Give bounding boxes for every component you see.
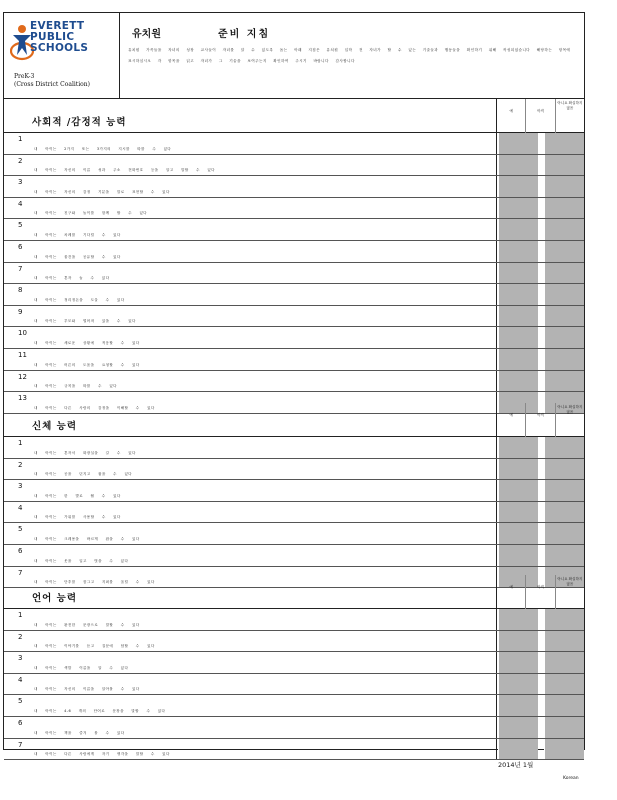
item-number: 7 [18,568,23,577]
column-divider [496,284,497,305]
list-item [4,695,584,717]
list-item [4,263,584,285]
answer-box-yes[interactable] [498,133,538,154]
item-text: 내 아이는 자신의 이름을 알아볼 수 있다 [34,687,140,692]
answer-box-not-yet[interactable] [544,545,584,566]
answer-box-yes[interactable] [498,652,538,673]
column-header: 예 [497,403,526,437]
item-number: 1 [18,611,23,619]
column-divider [496,739,497,760]
answer-box-yes[interactable] [498,349,538,370]
answer-box-not-yet[interactable] [544,695,584,716]
section-2 [4,403,584,588]
item-number: 5 [18,525,23,534]
answer-box-yes[interactable] [498,176,538,197]
answer-box-not-yet[interactable] [544,155,584,176]
item-text: 내 아이는 차례를 기다릴 수 있다 [34,232,121,237]
column-divider [496,480,497,501]
item-text: 내 아이는 자신의 이름 성과 주소 전화번호 등을 알고 말할 수 있다 [34,168,215,173]
item-text: 내 아이는 친구와 놀이를 함께 할 수 있다 [34,211,148,216]
list-item [4,198,584,220]
column-divider [496,176,497,197]
column-header: 예 [497,99,526,133]
column-divider [496,306,497,327]
item-number: 7 [18,264,23,273]
logo-word-2: PUBLIC [30,31,75,43]
column-header: 아직 [526,575,555,609]
list-item [4,480,584,502]
answer-box-yes[interactable] [498,545,538,566]
item-rows [4,133,584,414]
answer-box-yes[interactable] [498,198,538,219]
item-number: 8 [18,286,23,295]
answer-box-not-yet[interactable] [544,327,584,348]
answer-box-not-yet[interactable] [544,284,584,305]
answer-box-not-yet[interactable] [544,263,584,284]
list-item [4,502,584,524]
item-number: 3 [18,178,23,187]
column-header: 아직 [526,99,555,133]
list-item [4,306,584,328]
answer-column-headers [496,99,584,133]
prek-label [14,73,90,89]
item-number: 4 [18,199,23,208]
section-header [4,99,584,133]
column-divider [496,459,497,480]
list-item [4,545,584,567]
item-rows [4,609,584,760]
column-header: 아직 [526,403,555,437]
answer-box-yes[interactable] [498,523,538,544]
item-number: 9 [18,307,23,316]
list-item [4,176,584,198]
list-item [4,371,584,393]
column-divider [496,327,497,348]
answer-box-not-yet[interactable] [544,652,584,673]
item-number: 4 [18,675,23,684]
column-divider [496,717,497,738]
item-number: 2 [18,156,23,165]
column-divider [496,241,497,262]
item-number: 1 [18,135,23,143]
section-title: 언어 능력 [32,593,78,604]
item-text: 내 아이는 물건을 공유할 수 있다 [34,254,121,259]
item-text: 내 아이는 한 발로 뛸 수 있다 [34,493,121,498]
list-item [4,717,584,739]
item-number: 10 [18,329,27,338]
answer-box-yes[interactable] [498,674,538,695]
page-subtitle: 준비 지침 [218,29,271,40]
answer-box-not-yet[interactable] [544,523,584,544]
column-header: 아니요 확실하지 않음 [557,405,583,414]
answer-box-not-yet[interactable] [544,306,584,327]
page-title: 유치원 [132,29,161,40]
column-divider [496,674,497,695]
answer-box-yes[interactable] [498,459,538,480]
item-text: 내 아이는 가위를 사용할 수 있다 [34,515,121,520]
item-text: 내 아이는 2가지 또는 3가지의 지시를 따를 수 있다 [34,146,172,151]
answer-box-yes[interactable] [498,437,538,458]
answer-box-yes[interactable] [498,371,538,392]
column-divider [496,652,497,673]
item-text: 내 아이는 크레용을 바르게 잡을 수 있다 [34,536,140,541]
list-item [4,133,584,155]
list-item [4,459,584,481]
column-divider [496,198,497,219]
column-header: 아니요 확실하지 않음 [557,101,583,110]
item-number: 5 [18,221,23,230]
answer-box-not-yet[interactable] [544,241,584,262]
item-text: 내 아이는 혼자서 화장실을 갈 수 있다 [34,450,136,455]
column-divider [496,631,497,652]
item-number: 6 [18,242,23,251]
form-header [4,13,584,99]
answer-box-not-yet[interactable] [544,674,584,695]
answer-box-yes[interactable] [498,609,538,630]
item-number: 3 [18,654,23,663]
item-text: 내 아이는 책을 즐겨 볼 수 있다 [34,730,125,735]
answer-box-yes[interactable] [498,263,538,284]
item-text: 내 아이는 4-6 개의 단어로 문장을 말할 수 있다 [34,708,166,713]
answer-box-yes[interactable] [498,739,538,760]
answer-box-not-yet[interactable] [544,609,584,630]
list-item [4,437,584,459]
answer-box-not-yet[interactable] [544,437,584,458]
column-divider [496,349,497,370]
answer-box-not-yet[interactable] [544,631,584,652]
section-3 [4,575,584,760]
answer-box-not-yet[interactable] [544,198,584,219]
footer-language: Korean [563,776,579,781]
section-header [4,403,584,437]
item-number: 3 [18,482,23,491]
answer-box-yes[interactable] [498,717,538,738]
prek-line-2: (Cross District Coalition) [14,81,90,88]
readiness-form [3,12,585,757]
answer-box-yes[interactable] [498,219,538,240]
column-divider [496,609,497,630]
item-number: 4 [18,503,23,512]
answer-box-yes[interactable] [498,306,538,327]
answer-box-not-yet[interactable] [544,219,584,240]
list-item [4,631,584,653]
answer-box-yes[interactable] [498,327,538,348]
column-divider [496,523,497,544]
column-divider [496,502,497,523]
answer-column-headers [496,403,584,437]
list-item [4,241,584,263]
answer-box-not-yet[interactable] [544,371,584,392]
list-item [4,327,584,349]
item-rows [4,437,584,588]
item-text: 내 아이는 어른의 도움을 요청할 수 있다 [34,362,140,367]
item-text: 내 아이는 색깔 이름을 알 수 있다 [34,665,129,670]
section-title: 사회적 /감정적 능력 [32,117,127,128]
logo-word-1: EVERETT [30,20,85,32]
section-1 [4,99,584,414]
list-item [4,284,584,306]
answer-box-not-yet[interactable] [544,480,584,501]
item-text: 내 아이는 규칙을 따를 수 있다 [34,384,117,389]
answer-box-not-yet[interactable] [544,739,584,760]
item-number: 7 [18,740,23,749]
item-text: 내 아이는 혼자 놀 수 있다 [34,276,110,281]
footer-date: 2014년 1월 [498,761,534,769]
section-title: 신체 능력 [32,421,78,432]
column-divider [496,437,497,458]
section-header [4,575,584,609]
item-text: 내 아이는 완전한 문장으로 말할 수 있다 [34,622,140,627]
answer-box-yes[interactable] [498,631,538,652]
item-number: 5 [18,697,23,706]
list-item [4,652,584,674]
column-divider [496,155,497,176]
column-divider [496,133,497,154]
column-divider [496,545,497,566]
answer-box-not-yet[interactable] [544,349,584,370]
item-text: 내 아이는 다른 사람에게 자기 생각을 말할 수 있다 [34,752,170,757]
column-header: 예 [497,575,526,609]
answer-box-yes[interactable] [498,241,538,262]
answer-box-not-yet[interactable] [544,717,584,738]
item-number: 12 [18,372,27,381]
answer-column-headers [496,575,584,609]
answer-box-not-yet[interactable] [544,459,584,480]
item-number: 13 [18,394,27,403]
list-item [4,219,584,241]
item-number: 6 [18,546,23,555]
list-item [4,739,584,761]
list-item [4,609,584,631]
column-divider [496,371,497,392]
list-item [4,155,584,177]
item-text: 내 아이는 단추를 잠그고 지퍼를 올릴 수 있다 [34,580,155,585]
list-item [4,674,584,696]
answer-box-yes[interactable] [498,155,538,176]
item-text: 내 아이는 다른 사람의 감정을 이해할 수 있다 [34,405,155,410]
item-text: 내 아이는 부모와 떨어져 있을 수 있다 [34,319,136,324]
column-divider [496,219,497,240]
logo-cell [4,13,120,99]
item-number: 2 [18,460,23,469]
list-item [4,349,584,371]
list-item [4,523,584,545]
logo-word-3: SCHOOLS [30,42,89,54]
answer-box-yes[interactable] [498,284,538,305]
item-number: 6 [18,718,23,727]
answer-box-yes[interactable] [498,695,538,716]
column-divider [496,263,497,284]
column-divider [496,695,497,716]
answer-box-yes[interactable] [498,502,538,523]
item-text: 내 아이는 이야기를 듣고 질문에 답할 수 있다 [34,644,155,649]
item-number: 11 [18,350,27,359]
item-text: 내 아이는 공을 던지고 잡을 수 있다 [34,472,133,477]
item-text: 내 아이는 새로운 상황에 적응할 수 있다 [34,340,140,345]
item-number: 2 [18,632,23,641]
column-header: 아니요 확실하지 않음 [557,577,583,586]
item-number: 1 [18,439,23,447]
answer-box-not-yet[interactable] [544,133,584,154]
school-logo [10,17,118,67]
answer-box-not-yet[interactable] [544,176,584,197]
answer-box-yes[interactable] [498,480,538,501]
item-text: 내 아이는 정리정돈을 도울 수 있다 [34,297,125,302]
intro-text: 유치원 가족들을 자녀의 성장 교사들이 자녀를 알 수 있도록 돕는 아래 지침은 유치원 입학 전 자녀가 할 수 있는 기술들과 행동들을 확인하기 위해 작성되었습니다 해당하는 항목에 표시하십시오 각 항목을 읽고 자녀가 그 기술을 보여주는지 확인하여 주시기 바랍니다 감사합니다 [128,48,571,63]
prek-line-1: PreK-3 [14,73,35,80]
item-text: 내 아이는 옷을 입고 벗을 수 있다 [34,558,129,563]
answer-box-not-yet[interactable] [544,502,584,523]
item-text: 내 아이는 자신의 감정 기분을 말로 표현할 수 있다 [34,189,170,194]
